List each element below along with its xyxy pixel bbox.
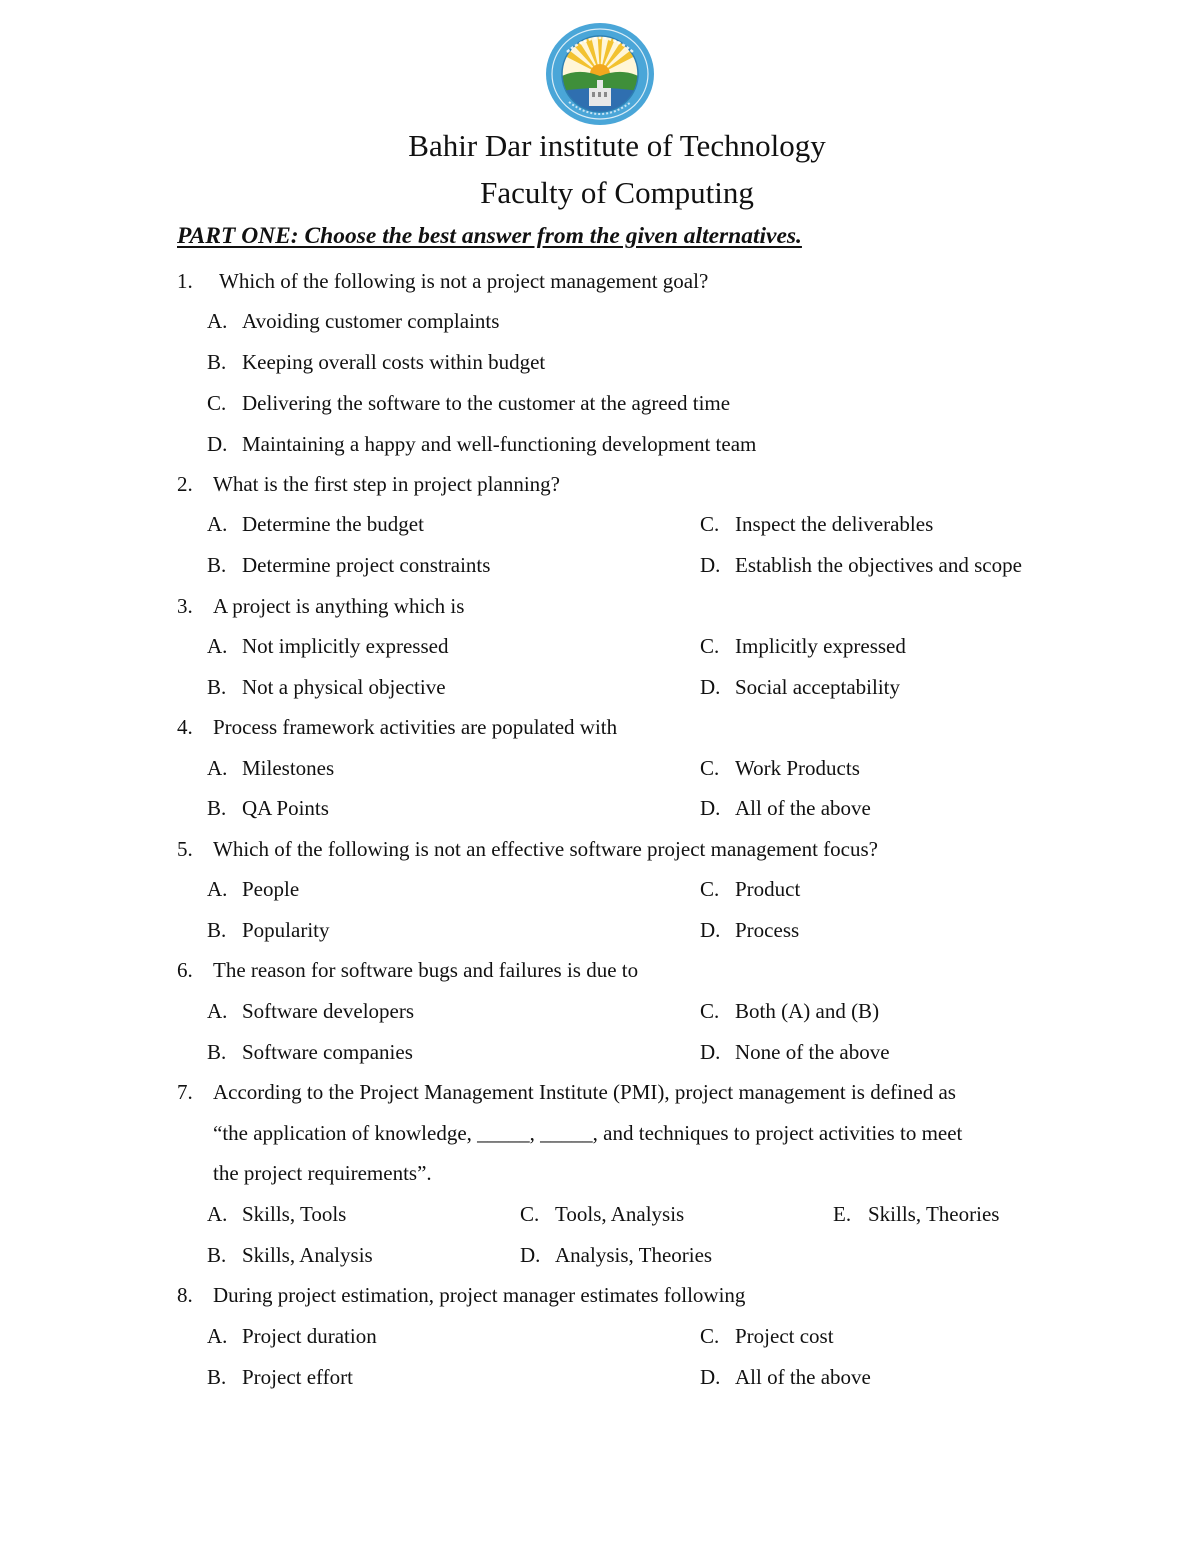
option-text: Avoiding customer complaints	[242, 309, 500, 333]
option-letter: B.	[207, 553, 227, 577]
option-letter: C.	[700, 512, 720, 536]
option-letter: D.	[700, 675, 721, 699]
question-number: 2.	[177, 472, 193, 496]
question-number: 7.	[177, 1080, 193, 1104]
option-text: Skills, Analysis	[242, 1243, 373, 1267]
option-letter: B.	[207, 675, 227, 699]
option-letter: B.	[207, 1243, 227, 1267]
option-text: Delivering the software to the customer at the agreed time	[242, 391, 731, 415]
question-text: Which of the following is not an effective software project management focus?	[213, 837, 878, 861]
option-text: None of the above	[735, 1040, 890, 1064]
option-letter: D.	[700, 796, 721, 820]
option-text: Implicitly expressed	[735, 634, 906, 658]
option-letter: A.	[207, 999, 228, 1023]
option-text: All of the above	[735, 1365, 871, 1389]
question-number: 1.	[177, 269, 193, 293]
option-letter: C.	[520, 1202, 540, 1226]
question-number: 8.	[177, 1283, 193, 1307]
question-text: A project is anything which is	[213, 594, 465, 618]
option-letter: D.	[700, 553, 721, 577]
option-text: Skills, Tools	[242, 1202, 347, 1226]
question-text: The reason for software bugs and failures is due to	[213, 958, 639, 982]
option-letter: C.	[207, 391, 227, 415]
question-text: Which of the following is not a project management goal?	[219, 269, 709, 293]
option-letter: C.	[700, 1324, 720, 1348]
option-text: Project duration	[242, 1324, 377, 1348]
option-letter: D.	[700, 918, 721, 942]
option-text: Process	[735, 918, 800, 942]
option-letter: A.	[207, 512, 228, 536]
option-text: Product	[735, 877, 801, 901]
option-letter: D.	[520, 1243, 541, 1267]
question-text-line-1: According to the Project Management Institute (PMI), project management is defined as	[213, 1080, 956, 1104]
option-letter: C.	[700, 877, 720, 901]
option-letter: B.	[207, 350, 227, 374]
option-text: Skills, Theories	[868, 1202, 1000, 1226]
option-text: Work Products	[735, 756, 860, 780]
option-letter: D.	[700, 1040, 721, 1064]
option-text: Determine project constraints	[242, 553, 491, 577]
option-letter: A.	[207, 634, 228, 658]
question-text: Process framework activities are populated with	[213, 715, 618, 739]
option-text: Not implicitly expressed	[242, 634, 449, 658]
option-text: Establish the objectives and scope	[735, 553, 1022, 577]
option-text: Social acceptability	[735, 675, 901, 699]
option-text: Keeping overall costs within budget	[242, 350, 546, 374]
option-text: Popularity	[242, 918, 330, 942]
option-text: People	[242, 877, 300, 901]
option-letter: C.	[700, 634, 720, 658]
option-text: Determine the budget	[242, 512, 424, 536]
option-text: Both (A) and (B)	[735, 999, 880, 1023]
option-letter: A.	[207, 309, 228, 333]
option-letter: B.	[207, 918, 227, 942]
option-text: Inspect the deliverables	[735, 512, 934, 536]
question-number: 6.	[177, 958, 193, 982]
question-number: 5.	[177, 837, 193, 861]
option-text: Analysis, Theories	[555, 1243, 713, 1267]
university-seal-logo	[545, 22, 655, 126]
institution-title: Bahir Dar institute of Technology	[408, 128, 826, 163]
option-text: Software developers	[242, 999, 415, 1023]
option-letter: A.	[207, 1324, 228, 1348]
option-letter: B.	[207, 796, 227, 820]
question-text: What is the first step in project planning?	[213, 472, 560, 496]
option-letter: A.	[207, 1202, 228, 1226]
option-text: Not a physical objective	[242, 675, 446, 699]
question-text-line-2: “the application of knowledge, _____, _____, and techniques to project activities to meet	[213, 1121, 963, 1145]
option-letter: E.	[833, 1202, 852, 1226]
option-text: Project effort	[242, 1365, 353, 1389]
faculty-title: Faculty of Computing	[480, 175, 754, 210]
option-letter: D.	[700, 1365, 721, 1389]
option-text: Maintaining a happy and well-functioning development team	[242, 432, 757, 456]
option-text: Tools, Analysis	[555, 1202, 685, 1226]
option-letter: B.	[207, 1040, 227, 1064]
option-letter: C.	[700, 999, 720, 1023]
option-letter: B.	[207, 1365, 227, 1389]
option-text: QA Points	[242, 796, 329, 820]
part-one-heading: PART ONE: Choose the best answer from the given alternatives.	[177, 223, 802, 249]
option-letter: A.	[207, 756, 228, 780]
question-text-line-3: the project requirements”.	[213, 1161, 432, 1185]
option-text: Milestones	[242, 756, 335, 780]
option-text: Project cost	[735, 1324, 834, 1348]
option-letter: C.	[700, 756, 720, 780]
option-letter: D.	[207, 432, 228, 456]
question-number: 4.	[177, 715, 193, 739]
option-text: Software companies	[242, 1040, 413, 1064]
question-text: During project estimation, project manager estimates following	[213, 1283, 746, 1307]
question-number: 3.	[177, 594, 193, 618]
option-letter: A.	[207, 877, 228, 901]
option-text: All of the above	[735, 796, 871, 820]
